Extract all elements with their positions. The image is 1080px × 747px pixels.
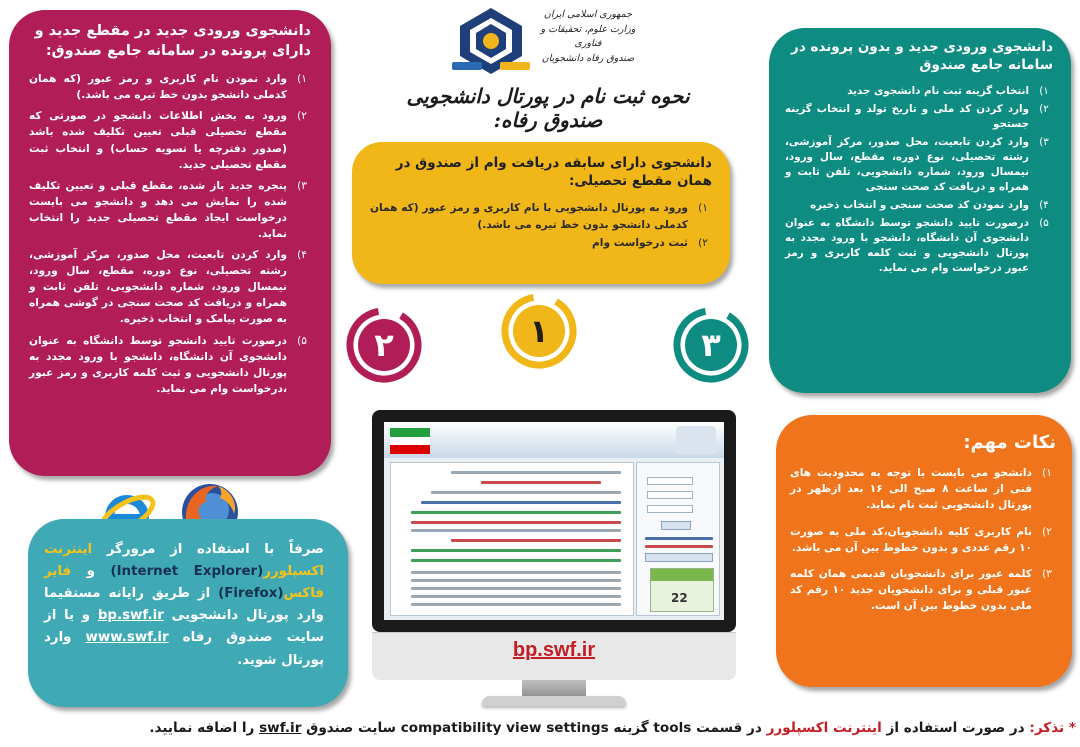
portal-main-content xyxy=(390,462,634,616)
fund-logo xyxy=(446,6,536,76)
note-firefox-english: (Firefox) xyxy=(218,586,284,602)
list-number: ۵) xyxy=(1039,216,1049,229)
footer-text-2: در قسمت xyxy=(691,720,767,736)
note-portal-link[interactable]: bp.swf.ir xyxy=(97,608,164,624)
list-text: وارد کردن تابعیت، محل صدور، مرکز آموزشی، رشته تحصیلی، نوع دوره، مقطع، سال ورود، نیمسال ورود، شماره دانشجویی، تلفن ثابت و همراه و دریافت کد صحت سنجی در گوشی همراه به صورت پیامک و انتخاب ذخیره. xyxy=(29,249,287,326)
panel-right-list xyxy=(785,84,1053,275)
list-text: ورود به پورتال دانشجویی با نام کاربری و رمز عبور (که همان کدملی دانشجو بدون خط تیره می باشد.) xyxy=(370,202,688,231)
portal-logo-icon xyxy=(676,426,716,454)
note-text-4: و xyxy=(71,564,111,580)
list-item xyxy=(790,566,1056,614)
footer-tools: tools xyxy=(653,720,692,736)
note-ie-label: اینترنت اکسپلورر xyxy=(44,542,324,580)
list-item xyxy=(785,198,1053,213)
browser-note-text xyxy=(44,539,324,672)
ministry-line-1: جمهوری اسلامی ایران xyxy=(543,9,633,20)
list-text: وارد کردن تابعیت، محل صدور، مرکز آموزشی، رشته تحصیلی، نوع دوره، مقطع، سال ورود، نیمسال ورود، شماره دانشجویی، تلفن ثابت و همراه و دریافت کد صحت سنجی xyxy=(785,136,1029,193)
username-input[interactable] xyxy=(647,477,693,485)
list-number: ۴) xyxy=(297,249,307,262)
list-item xyxy=(790,465,1056,513)
list-text: ورود به بخش اطلاعات دانشجو در صورتی که مقطع تحصیلی قبلی تعیین تکلیف شده باشد (صدور دفترچه یا تسویه حساب) و انتخاب ثبت مقطع تحصیلی جدید. xyxy=(29,110,287,171)
monitor-chin xyxy=(372,632,736,680)
panel-new-student-no-file xyxy=(769,28,1071,393)
footer-compat: compatibility view settings xyxy=(400,720,609,736)
badge-one xyxy=(500,292,578,370)
fund-logo-icon xyxy=(446,6,536,76)
list-item xyxy=(29,333,311,397)
panel-right-title: دانشجوی ورودی جدید و بدون پرونده در سامانه جامع صندوق xyxy=(791,39,1053,74)
footer-ie: اینترنت اکسپلورر xyxy=(766,720,882,736)
panel-new-student-new-level xyxy=(9,10,331,476)
list-item xyxy=(790,524,1056,556)
footer-text-3: گزینه xyxy=(608,720,654,736)
panel-existing-student xyxy=(352,142,730,284)
password-input[interactable] xyxy=(647,491,693,499)
list-item xyxy=(785,84,1053,99)
list-number: ۱) xyxy=(297,73,307,86)
monitor-base xyxy=(482,696,626,706)
list-number: ۳) xyxy=(1039,136,1049,149)
list-item xyxy=(29,178,311,242)
footer-reminder xyxy=(4,713,1076,743)
footer-text-4: سایت صندوق xyxy=(301,720,401,736)
new-student-signup-button[interactable] xyxy=(645,553,713,562)
list-number: ۵) xyxy=(297,334,307,347)
portal-url-link[interactable]: bp.swf.ir xyxy=(512,639,596,661)
note-text-7: از طریق رایانه مستقیما وارد پورتال دانشجویی xyxy=(44,586,324,624)
footer-star: * xyxy=(1064,720,1076,736)
panel-center-title: دانشجوی دارای سابقه دریافت وام از صندوق در همان مقطع تحصیلی: xyxy=(395,155,712,190)
list-number: ۱) xyxy=(1039,85,1049,98)
list-text: درصورت تایید دانشجو توسط دانشگاه به عنوان دانشجوی آن دانشگاه، دانشجو با ورود مجدد به پورتال دانشجویی و ثبت کلمه کاربری و رمز عبور ،درخواست وام می نماید. xyxy=(29,334,287,395)
list-text: پنجره جدید باز شده، مقطع قبلی و تعیین تکلیف شده را نمایش می دهد و دانشجو می بایست درخواست ایجاد مقطع تحصیلی جدید را انتخاب نماید. xyxy=(29,179,287,240)
page-title: نحوه ثبت نام در پورتال دانشجویی صندوق رفاه: xyxy=(406,84,690,132)
list-item xyxy=(370,200,712,232)
list-item xyxy=(785,102,1053,132)
monitor-illustration xyxy=(372,410,736,710)
ministry-line-2: وزارت علوم، تحقیقات و فناوری xyxy=(540,23,636,50)
list-text: وارد نمودن کد صحت سنجی و انتخاب ذخیره xyxy=(810,198,1029,211)
panel-browser-note xyxy=(28,519,348,707)
list-number: ۳) xyxy=(1042,567,1052,580)
note-firefox-label: فایر فاکس xyxy=(44,564,324,602)
login-button[interactable] xyxy=(661,521,691,530)
badge-one-label: ۱ xyxy=(529,312,549,350)
list-number: ۲) xyxy=(1042,525,1052,538)
note-text-8: و یا از سایت صندوق رفاه xyxy=(44,608,325,646)
list-item xyxy=(785,216,1053,276)
list-number: ۲) xyxy=(297,110,307,123)
ministry-heading xyxy=(538,8,638,67)
list-number: ۱) xyxy=(1042,467,1052,480)
notes-title: نکات مهم: xyxy=(963,432,1056,453)
note-text-9: وارد پورتال شوید. xyxy=(44,630,324,668)
footer-site-link[interactable]: swf.ir xyxy=(259,720,302,736)
note-ie-english: (Internet Explorer) xyxy=(110,564,264,580)
ministry-line-3: صندوق رفاه دانشجویان xyxy=(541,53,635,65)
badge-three xyxy=(672,306,750,384)
badge-two-label: ۲ xyxy=(374,326,394,364)
list-text: کلمه عبور برای دانشجویان قدیمی همان کلمه عبور قبلی و برای دانشجویان جدید ۱۰ رقم کد ملی بدون خطوط بین آن است. xyxy=(790,567,1032,612)
list-item xyxy=(785,135,1053,195)
list-item xyxy=(29,108,311,172)
monitor-frame xyxy=(372,410,736,632)
list-text: انتخاب گزینه ثبت نام دانشجوی جدید xyxy=(847,85,1029,98)
list-text: دانشجو می بایست با توجه به محدودیت های فنی از ساعت ۸ صبح الی ۱۶ بعد ازظهر در پورتال دانشجویی ثبت نام نماید. xyxy=(790,467,1033,512)
list-number: ۱) xyxy=(698,202,708,215)
footer-text-5: را اضافه نمایید. xyxy=(149,720,260,736)
panel-center-list xyxy=(370,200,712,250)
list-text: نام کاربری کلیه دانشجویان،کد ملی به صورت ۱۰ رقم عددی و بدون خطوط بین آن می باشد. xyxy=(790,525,1032,554)
panel-important-notes xyxy=(776,415,1072,687)
footer-label: تذکر: xyxy=(1029,720,1065,736)
badge-two xyxy=(345,306,423,384)
note-text-1: صرفاً با استفاده از مرورگر xyxy=(92,542,324,557)
note-site-link[interactable]: www.swf.ir xyxy=(85,630,169,646)
list-number: ۳) xyxy=(297,179,307,192)
panel-left-list xyxy=(29,71,311,397)
list-number: ۲) xyxy=(1039,103,1049,116)
portal-header xyxy=(384,422,724,458)
list-text: وارد کردن کد ملی و تاریخ تولد و انتخاب گزینه جستجو xyxy=(785,103,1029,131)
list-text: وارد نمودن نام کاربری و رمز عبور (که همان کدملی دانشجو بدون خط تیره می باشد.) xyxy=(29,73,287,102)
notes-list xyxy=(790,465,1056,614)
list-item xyxy=(370,235,712,251)
portal-screenshot xyxy=(384,422,724,620)
badge-three-label: ۳ xyxy=(701,326,721,364)
calendar-day: 22 xyxy=(671,591,688,605)
iran-flag-icon xyxy=(390,428,430,454)
list-number: ۴) xyxy=(1039,198,1049,211)
panel-left-title: دانشجوی ورودی جدید در مقطع جدید و دارای پرونده در سامانه جامع صندوق: xyxy=(34,23,311,59)
list-text: ثبت درخواست وام xyxy=(592,236,688,249)
list-item xyxy=(29,247,311,327)
list-text: درصورت تایید دانشجو توسط دانشگاه به عنوان دانشجوی آن دانشگاه، دانشجو با ورود مجدد به پورتال دانشجویی و ثبت کلمه کاربری و رمز عبور درخواست وام می نماید. xyxy=(785,216,1029,274)
calendar-widget xyxy=(650,568,714,612)
footer-text-1: در صورت استفاده از xyxy=(881,720,1030,736)
list-number: ۲) xyxy=(698,236,708,249)
list-item xyxy=(29,71,311,103)
captcha-input[interactable] xyxy=(647,505,693,513)
